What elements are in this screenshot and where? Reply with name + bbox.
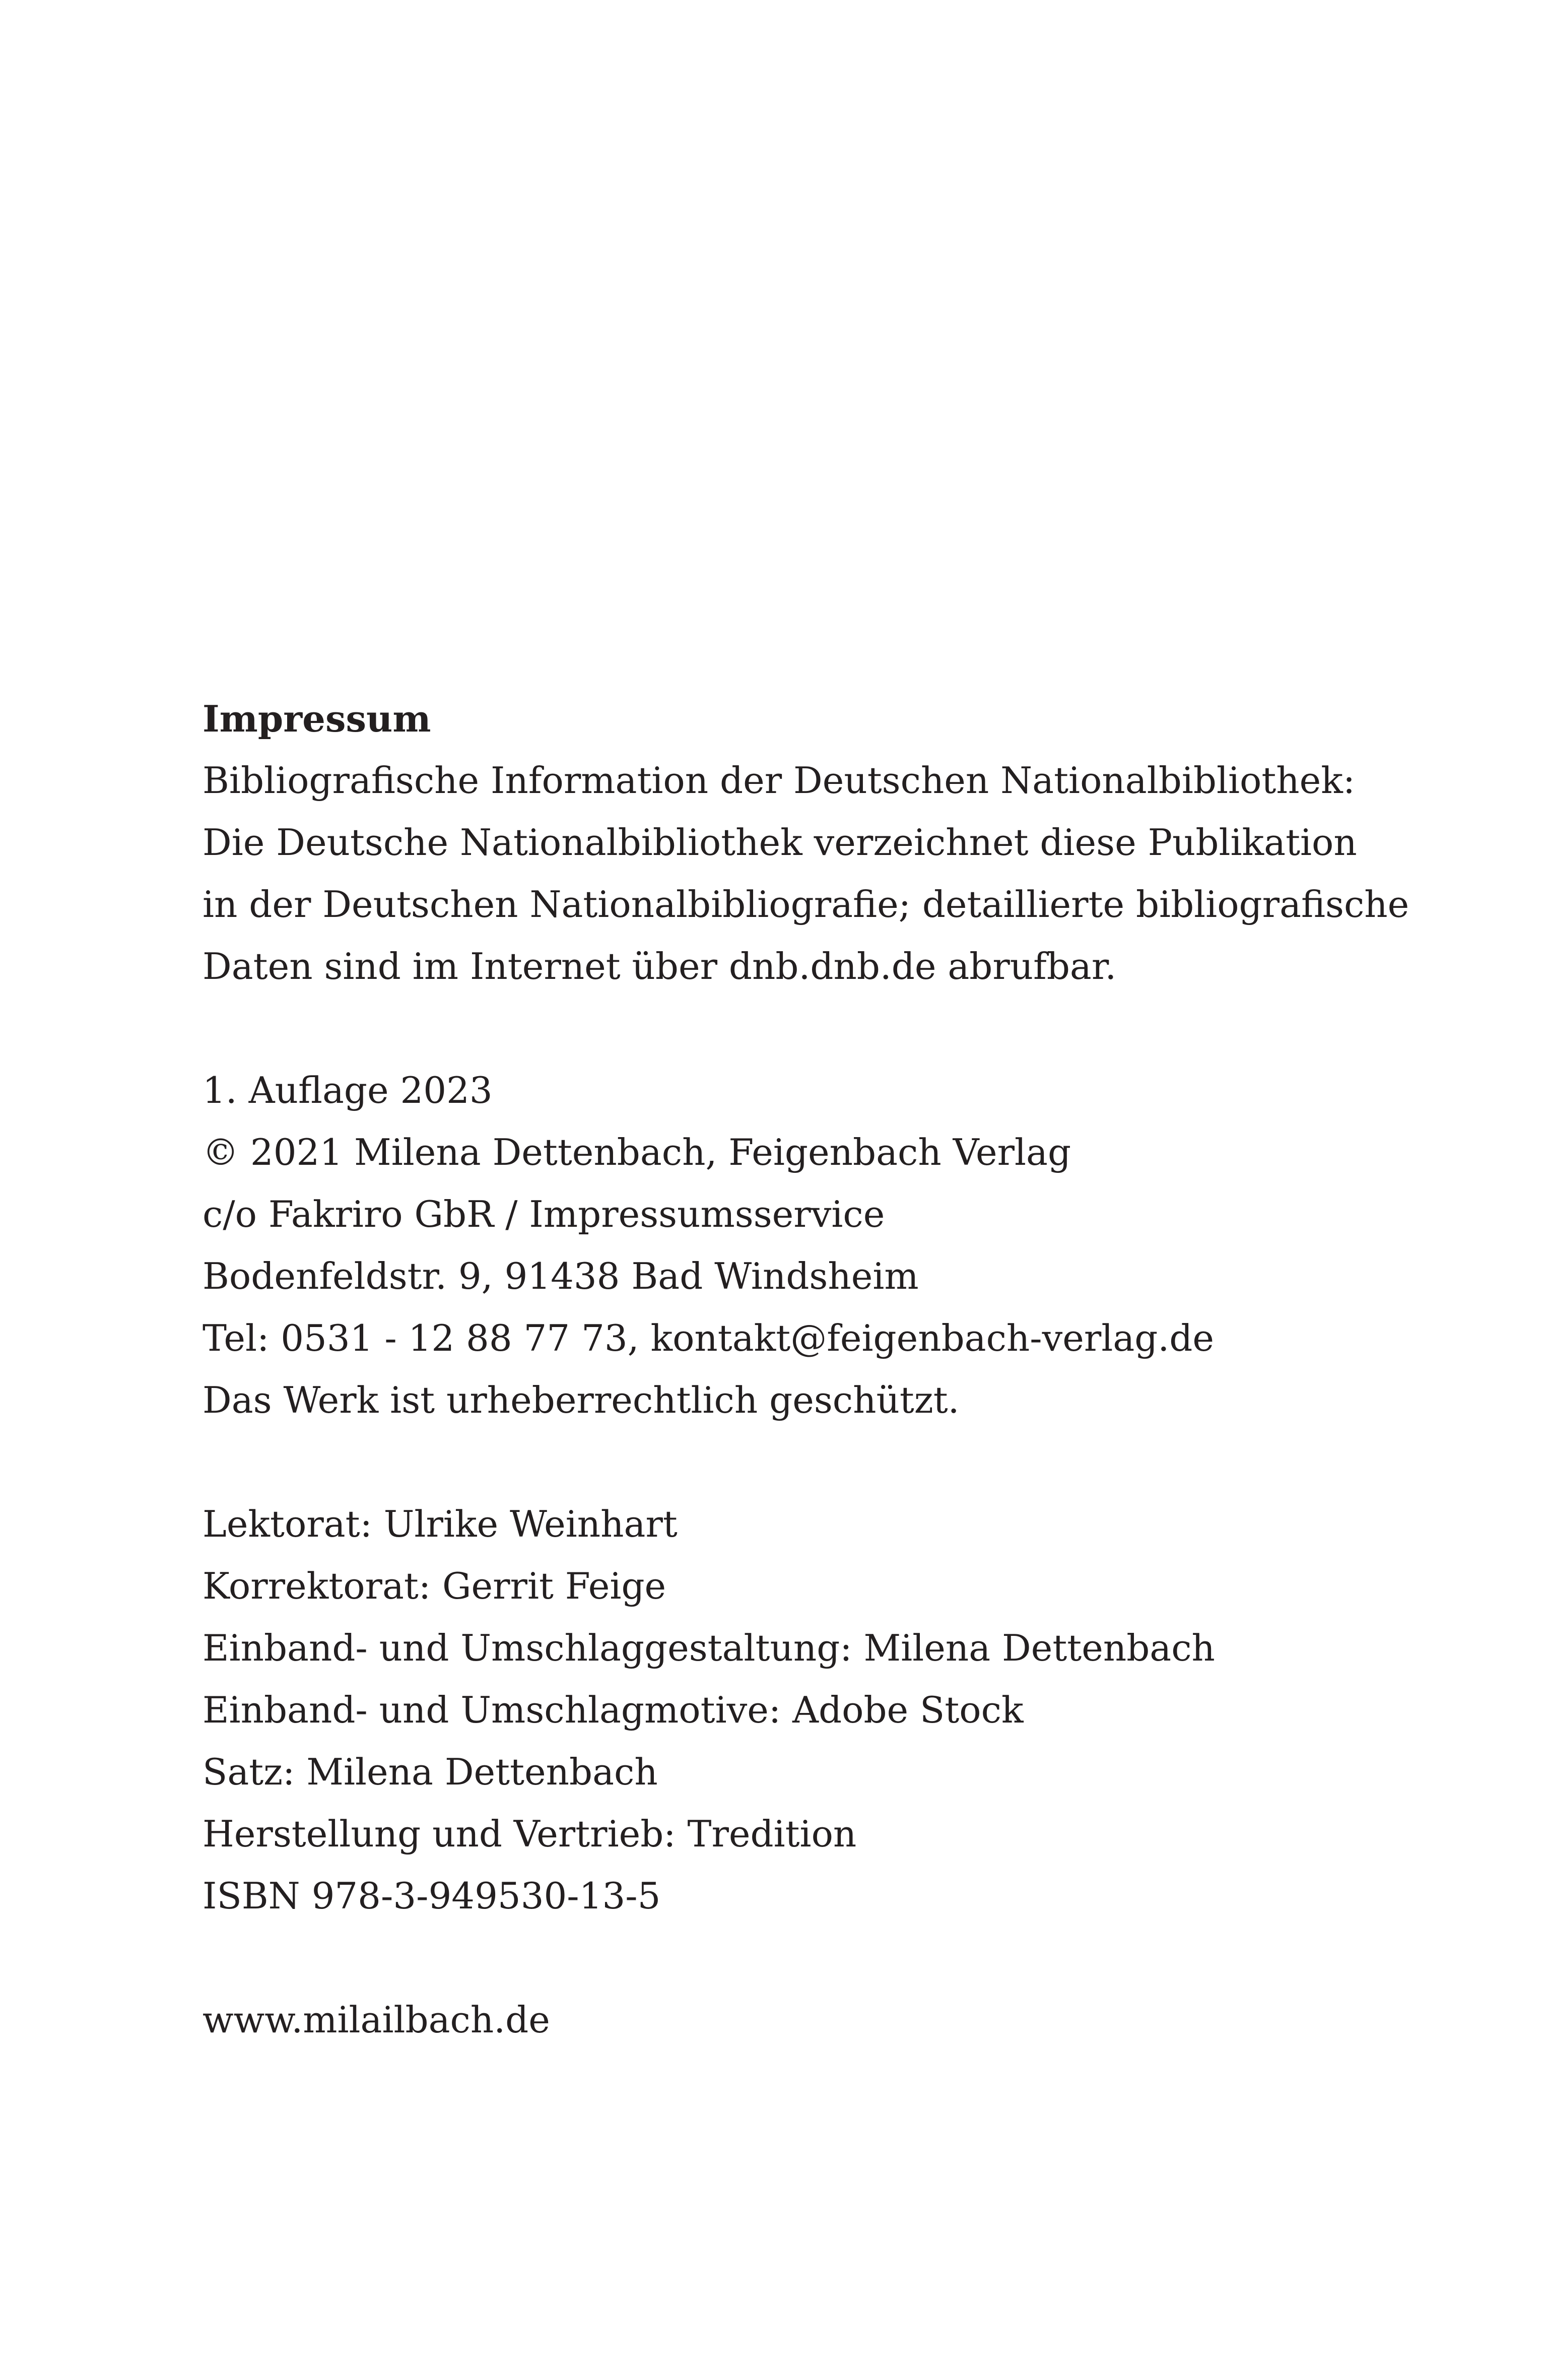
- copyright-notice: Das Werk ist urheberrechtlich geschützt.: [203, 1379, 960, 1421]
- copyright-line: © 2021 Milena Dettenbach, Feigenbach Verlag: [203, 1131, 1071, 1173]
- credit-line: Lektorat: Ulrike Weinhart: [203, 1503, 678, 1545]
- isbn-line: ISBN 978-3-949530-13-5: [203, 1875, 661, 1917]
- section-gap: [203, 998, 1361, 1060]
- imprint-block: [203, 688, 1409, 2051]
- website-line: www.milailbach.de: [203, 1999, 550, 2041]
- bibliographic-line: Bibliografische Information der Deutschen Nationalbibliothek:: [203, 759, 1356, 802]
- bibliographic-line: Die Deutsche Nationalbibliothek verzeichnet diese Publikation: [203, 821, 1357, 864]
- credit-line: Satz: Milena Dettenbach: [203, 1751, 658, 1793]
- imprint-heading: Impressum: [203, 697, 431, 740]
- credit-line: Einband- und Umschlagmotive: Adobe Stock: [203, 1689, 1024, 1731]
- credit-line: Einband- und Umschlaggestaltung: Milena Dettenbach: [203, 1627, 1215, 1669]
- credit-line: Korrektorat: Gerrit Feige: [203, 1565, 666, 1607]
- address-line: c/o Fakriro GbR / Impressumsservice: [203, 1193, 885, 1235]
- address-line: Bodenfeldstr. 9, 91438 Bad Windsheim: [203, 1255, 919, 1297]
- section-gap: [203, 1927, 1361, 1989]
- bibliographic-line: Daten sind im Internet über dnb.dnb.de abrufbar.: [203, 945, 1117, 987]
- edition-line: 1. Auflage 2023: [203, 1069, 493, 1111]
- credit-line: Herstellung und Vertrieb: Tredition: [203, 1813, 857, 1855]
- contact-line: Tel: 0531 - 12 88 77 73, kontakt@feigenbach-verlag.de: [203, 1317, 1214, 1359]
- bibliographic-line: in der Deutschen Nationalbibliografie; detaillierte bibliografische: [203, 883, 1409, 925]
- section-gap: [203, 1431, 1361, 1493]
